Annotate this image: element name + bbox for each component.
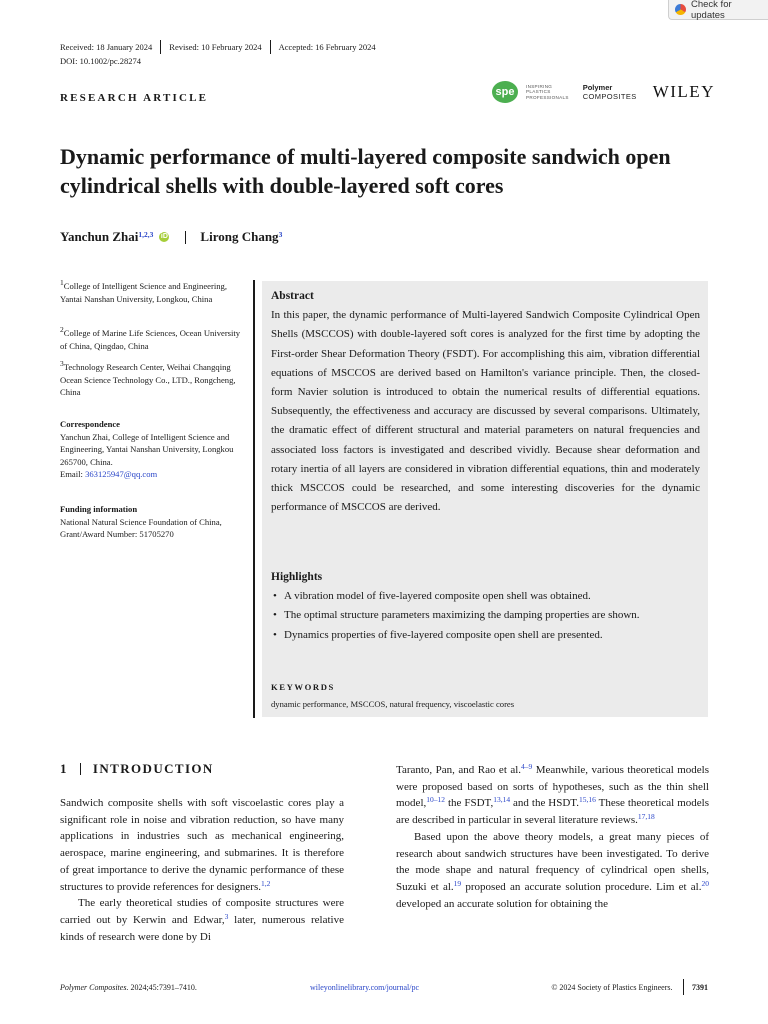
body-column-right	[396, 762, 709, 912]
paragraph: The early theoretical studies of composite structures were carried out by Kerwin and Edwar,$^3$ later, numerous relative kinds of research were done by Di	[60, 897, 344, 943]
citation-link[interactable]: 4–9	[521, 762, 533, 771]
correspondence: Correspondence Yanchun Zhai, College of Intelligent Science and Engineering, Yantai Nanshan University, Longkou 265700, China. Email: 363125947@qq.com	[60, 419, 234, 479]
paragraph: Taranto, Pan, and Rao et al.$^{4-9}$ Meanwhile, various theoretical models were proposed based on sorts of hypotheses, such as the thin shell model,$^{10-12}$ the FSDT,$^{13,14}$ and the HSDT.$^{15,16}$ These theoretical models are described in particular in several literature reviews.$^{17,18}$	[396, 762, 710, 827]
email-link[interactable]: 363125947@qq.com	[85, 469, 158, 479]
paragraph: Sandwich composite shells with soft viscoelastic cores play a significant role in noise and vibration reduction, so have many applications in industries such as mechanical engineering, aerospace, marine engineering, and submarines. It is therefore of great importance to derive the dynamic performance of these structures to provide references for designers.$^{1,2}$	[60, 797, 344, 893]
citation-link[interactable]: 15,16	[578, 795, 596, 805]
citation-link[interactable]: 3	[224, 911, 229, 921]
highlights	[271, 568, 700, 645]
check-for-updates-button[interactable]	[668, 0, 768, 20]
spe-tagline: INSPIRING PLASTICS PROFESSIONALS	[526, 83, 569, 100]
citation-link[interactable]: 13,14	[493, 795, 511, 805]
page-footer	[60, 979, 708, 995]
divider	[160, 40, 161, 54]
orcid-icon[interactable]: iD	[160, 233, 168, 240]
affiliations: $^1$College of Intelligent Science and Engineering, Yantai Nanshan University, Longkou, China	[60, 278, 227, 304]
divider	[185, 231, 186, 244]
divider	[683, 979, 685, 995]
citation-link[interactable]: 10–12	[426, 795, 445, 805]
funding-information: Funding information National Natural Science Foundation of China, Grant/Award Number: 51705270	[60, 504, 222, 539]
doi[interactable]: DOI: 10.1002/pc.28274	[60, 56, 141, 66]
divider	[80, 763, 81, 775]
abstract	[271, 287, 700, 517]
affiliations: $^3$Technology Research Center, Weihai Changqing Ocean Science Technology Co., LTD., Rongcheng, China	[60, 359, 236, 397]
page-number: 7391	[692, 982, 708, 992]
author-list	[60, 229, 282, 245]
abstract-text: In this paper, the dynamic performance of Multi-layered Sandwich Composite Cylindrical Open Shells (MSCCOS) with double-layered soft cores is analyzed for the first time by adopting the First-order Shear Deformation Theory (FSDT). For accomplishing this aim, vibration differential equations of MSCCOS are derived based on Hamilton's variance principle. Then, the closed-form Navier solution is introduced to obtain the numerical results of differential equations. Subsequently, the effectiveness and accuracy are discussed by several comparisons. Ultimately, the dramatic effect of different structural and material parameters on natural frequencies and associated loss factors is investigated and described vividly. Because shear deformation and rotary inertia of all layers are considered in vibration differential equations, thin and moderately thick MSCCOS could be researched, and some interesting discoveries for the dynamic performance of MSCCOS are derived.	[271, 309, 700, 514]
citation-link[interactable]: 17,18	[637, 812, 655, 822]
highlights-heading: Highlights	[271, 571, 323, 583]
publisher-logos	[492, 80, 715, 104]
check-for-updates-label: Check for updates	[690, 0, 732, 21]
section-heading: 1 INTRODUCTION	[60, 761, 214, 776]
spe-logo-icon: spe	[492, 81, 518, 103]
list-item: • Dynamics properties of five-layered composite open shell are presented.	[271, 626, 700, 645]
paragraph: Based upon the above theory models, a great many pieces of research about sandwich structures have been investigated. To derive the mode shape and natural frequency of cylindrical open shells, Suzuki et al.$^{19}$ proposed an accurate solution procedure. Lim et al.$^{20}$ developed an accurate solution for obtaining the	[396, 830, 709, 910]
received-date: Received: 18 January 2024	[60, 42, 153, 52]
accepted-date: Accepted: 16 February 2024	[278, 42, 376, 52]
abstract-heading: Abstract	[271, 290, 314, 302]
journal-logo: Polymer COMPOSITES	[582, 83, 637, 101]
author-name[interactable]: Yanchun Zhai$^{1,2,3}$	[60, 229, 154, 244]
keywords-heading: KEYWORDS	[271, 682, 335, 692]
body-column-left	[60, 795, 344, 945]
affiliations: $^2$College of Marine Life Sciences, Ocean University of China, Qingdao, China	[60, 325, 241, 351]
footer-citation: Polymer Composites. 2024;45:7391–7410.	[60, 982, 197, 992]
divider	[270, 40, 271, 54]
keywords: dynamic performance, MSCCOS, natural frequency, viscoelastic cores	[271, 699, 515, 709]
citation-link[interactable]: 1,2	[260, 878, 271, 888]
journal-url-link[interactable]: wileyonlinelibrary.com/journal/pc	[310, 982, 420, 992]
article-title: Dynamic performance of multi-layered composite sandwich open cylindrical shells with double-layered soft cores	[60, 144, 671, 198]
author-name[interactable]: Lirong Chang$^3$	[200, 229, 283, 244]
divider	[253, 280, 255, 718]
revised-date: Revised: 10 February 2024	[169, 42, 262, 52]
article-dates	[60, 40, 376, 54]
list-item: • A vibration model of five-layered composite open shell was obtained.	[271, 587, 700, 606]
crossmark-icon	[675, 4, 686, 15]
citation-link[interactable]: 19	[453, 878, 462, 888]
wiley-logo: WILEY	[652, 82, 715, 101]
list-item: • The optimal structure parameters maximizing the damping properties are shown.	[271, 606, 700, 625]
article-type: RESEARCH ARTICLE	[60, 92, 209, 104]
copyright: © 2024 Society of Plastics Engineers.	[551, 982, 673, 992]
citation-link[interactable]: 20	[701, 878, 709, 888]
